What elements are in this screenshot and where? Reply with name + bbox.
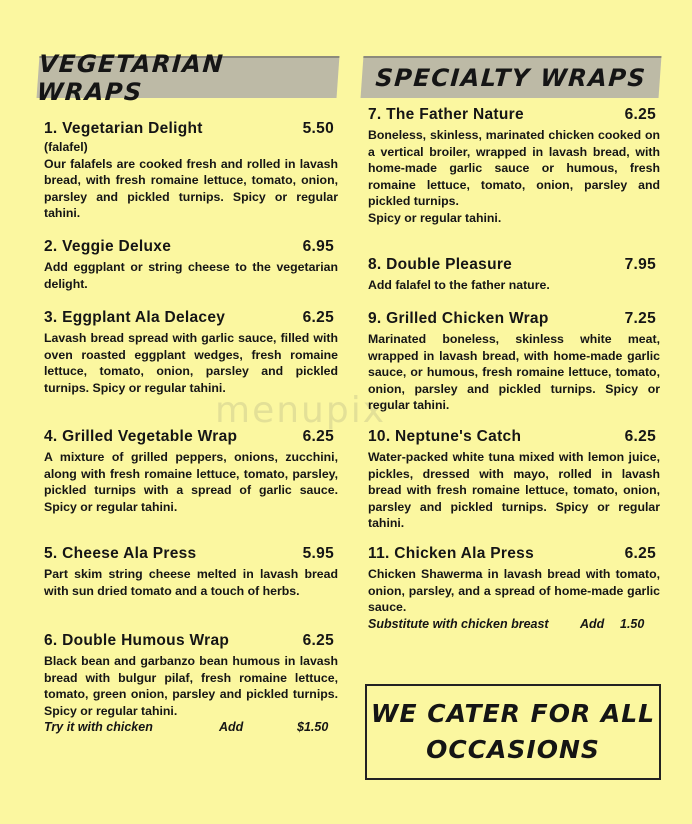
item-price: 6.25 — [302, 632, 334, 649]
item-name: 10. Neptune's Catch — [368, 428, 522, 445]
menu-item-grilled-vegetable-wrap — [44, 427, 338, 515]
catering-line-2: OCCASIONS — [426, 735, 600, 764]
item-description: Marinated boneless, skinless white meat, wrapped in lavash bread, with home-made garlic sauce, or humous, fresh romaine lettuce, tomato, onion, parsley and pickled turnips. Spicy or regular tahini. — [368, 332, 660, 412]
catering-line-1: WE CATER FOR ALL — [370, 699, 656, 728]
menu-item-vegetarian-delight — [44, 119, 338, 222]
addon-label: Add — [580, 616, 605, 631]
item-description: Part skim string cheese melted in lavash bread with sun dried tomato and a touch of herbs. — [44, 567, 338, 598]
item-name: 7. The Father Nature — [368, 106, 524, 123]
item-name: 4. Grilled Vegetable Wrap — [44, 428, 238, 445]
item-price: 6.25 — [302, 428, 334, 445]
menu-item-chicken-ala-press — [368, 544, 660, 632]
menupix-watermark: menupix — [215, 390, 387, 431]
item-name: 8. Double Pleasure — [368, 256, 513, 273]
menu-item-neptunes-catch — [368, 427, 660, 532]
item-description: Boneless, skinless, marinated chicken cooked on a vertical broiler, wrapped in lavash bread, with home-made garlic sauce or humous, fresh romaine lettuce, tomato, onion, parsley and pickled turnips. — [368, 128, 660, 208]
item-name: 1. Vegetarian Delight — [44, 120, 203, 137]
menu-item-eggplant-ala-delacey — [44, 308, 338, 396]
addon-price: 1.50 — [620, 616, 645, 631]
menu-item-double-pleasure — [368, 255, 660, 294]
item-name: 2. Veggie Deluxe — [44, 238, 172, 255]
item-price: 6.25 — [302, 309, 334, 326]
catering-box — [365, 684, 661, 780]
item-description: Black bean and garbanzo bean humous in lavash bread with bulgur pilaf, fresh romaine lettuce, tomato, green onion, parsley and pickled turnips. Spicy or regular tahini. — [44, 654, 338, 718]
addon-label: Add — [219, 720, 244, 734]
specialty-wraps-banner: SPECIALTY WRAPS — [361, 56, 662, 98]
item-price: 6.25 — [624, 428, 656, 445]
menu-item-grilled-chicken-wrap — [368, 309, 660, 414]
addon-text: Try it with chicken — [44, 720, 153, 734]
item-price: 6.25 — [624, 545, 656, 562]
item-name: 11. Chicken Ala Press — [368, 545, 534, 562]
item-name: 3. Eggplant Ala Delacey — [44, 309, 226, 326]
item-addon-note — [44, 719, 338, 735]
item-name: 6. Double Humous Wrap — [44, 632, 230, 649]
addon-price: $1.50 — [297, 720, 329, 734]
item-name: 5. Cheese Ala Press — [44, 545, 197, 562]
item-subtitle: (falafel) — [44, 140, 88, 154]
menu-item-cheese-ala-press — [44, 544, 338, 599]
menu-item-veggie-deluxe — [44, 237, 338, 292]
item-name: 9. Grilled Chicken Wrap — [368, 310, 549, 327]
vegetarian-wraps-banner: VEGETARIAN WRAPS — [37, 56, 340, 98]
item-price: 6.25 — [624, 106, 656, 123]
item-description: Chicken Shawerma in lavash bread with tomato, onion, parsley, and a spread of home-made garlic sauce. — [368, 567, 660, 614]
item-description: Lavash bread spread with garlic sauce, filled with oven roasted eggplant wedges, fresh romaine lettuce, tomato, onion, parsley and pickled turnips. Spicy or regular tahini. — [44, 331, 338, 395]
addon-text: Substitute with chicken breast — [368, 616, 549, 631]
item-description: A mixture of grilled peppers, onions, zucchini, along with fresh romaine lettuce, tomato, parsley, pickled turnips with a spread of garlic sauce. Spicy or regular tahini. — [44, 450, 338, 514]
item-price: 6.95 — [302, 238, 334, 255]
menu-item-double-humous-wrap — [44, 631, 338, 735]
item-price: 7.25 — [624, 310, 656, 327]
item-price: 5.50 — [302, 120, 334, 137]
item-description: Add eggplant or string cheese to the vegetarian delight. — [44, 260, 338, 291]
item-addon-note — [368, 616, 660, 632]
item-price: 7.95 — [624, 256, 656, 273]
item-description: Water-packed white tuna mixed with lemon juice, pickles, dressed with mayo, rolled in lavash bread with fresh romaine lettuce, tomato, onion, parsley and pickled turnips. Spicy or regular tahini. — [368, 450, 660, 530]
item-price: 5.95 — [302, 545, 334, 562]
item-description: Our falafels are cooked fresh and rolled in lavash bread, with fresh romaine lettuce, tomato, onion, parsley and pickled turnips. Spicy or regular tahini. — [44, 156, 338, 220]
item-description: Add falafel to the father nature. — [368, 278, 550, 292]
item-extra: Spicy or regular tahini. — [368, 210, 502, 225]
menu-item-father-nature — [368, 105, 660, 226]
